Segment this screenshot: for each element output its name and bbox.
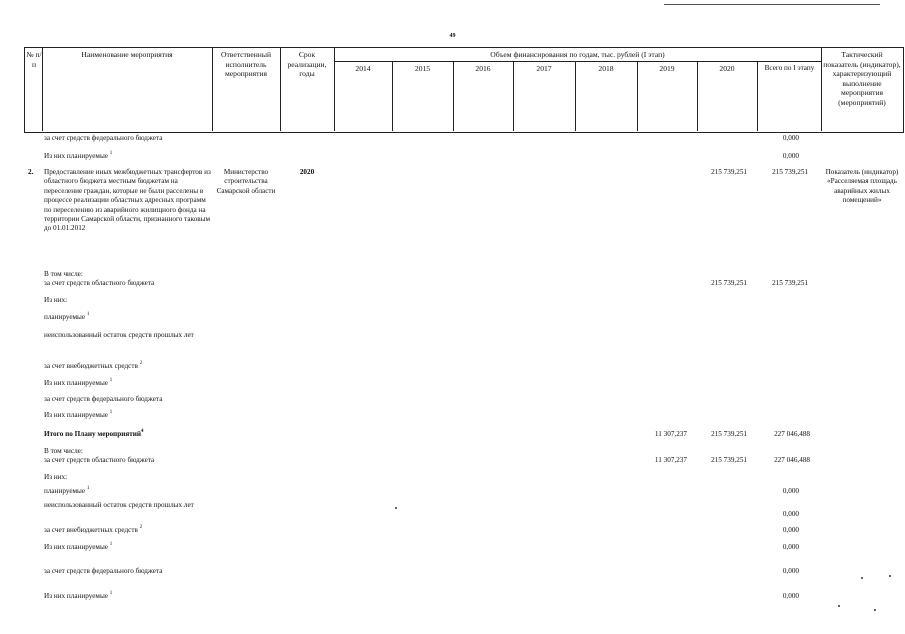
header-term: Срок реализации, годы [287, 50, 327, 79]
top-rule [664, 4, 880, 5]
item-total: 215 739,251 [772, 168, 808, 176]
col-divider [334, 47, 335, 131]
item-name: Предоставление иных межбюджетных трансфертов из областного бюджета местным бюджетам на переселение граждан, которые не были расселены в процессе реализации областных адресных программ по переселению из аварийного жилищного фонда на территории Самарской области, признанного таковым до 01.01.2012 [44, 168, 211, 233]
item-term: 2020 [299, 168, 315, 176]
row-label: за счет средств федерального бюджета [44, 395, 163, 403]
header-year: 2020 [719, 64, 735, 73]
item-indicator: Показатель (индикатор) «Расселяемая площадь аварийных жилых помещений» [825, 168, 899, 205]
row-total: 0,000 [782, 526, 799, 534]
row-total: 0,000 [782, 134, 799, 142]
header-responsible: Ответственный исполнитель мероприятия [220, 50, 272, 79]
scan-speck [889, 575, 891, 577]
header-indicator: Тактический показатель (индикатор), характеризующий выполнение мероприятия (мероприятий) [823, 50, 901, 107]
row-label: Из них планируемые $^1$ [44, 542, 113, 551]
row-2020: 215 739,251 [711, 279, 747, 287]
col-divider [212, 47, 213, 131]
row-label: за счет средств федерального бюджета [44, 567, 163, 575]
header-year: 2019 [659, 64, 675, 73]
row-total: 0,000 [782, 487, 799, 495]
row-total: 215 739,251 [772, 279, 808, 287]
row-total: 0,000 [782, 510, 799, 518]
header-name: Наименование мероприятия [81, 50, 173, 59]
row-label: за счет внебюджетных средств $^2$ [44, 525, 143, 534]
row-label: планируемые $^1$ [44, 486, 90, 495]
row-total: 0,000 [782, 152, 799, 160]
scan-speck [874, 609, 876, 611]
row-total: 0,000 [782, 543, 799, 551]
total-2019: 11 307,237 [654, 430, 687, 438]
header-year: 2014 [355, 64, 371, 73]
row-label: неиспользованный остаток средств прошлых лет [44, 501, 194, 509]
row-total: 0,000 [782, 592, 799, 600]
header-year: 2015 [414, 64, 431, 73]
scan-speck [395, 507, 397, 509]
row-label: Из них: [44, 473, 68, 481]
row-label: за счет средств областного бюджета [44, 456, 155, 464]
row-label: неиспользованный остаток средств прошлых лет [44, 331, 194, 339]
header-num: № п/п [26, 50, 42, 69]
col-divider [42, 47, 43, 131]
scan-speck [838, 605, 840, 607]
funding-divider [334, 61, 821, 62]
row-2019: 11 307,237 [654, 456, 687, 464]
page-number: 49 [449, 33, 456, 39]
row-label: Из них планируемые $^1$ [44, 410, 113, 419]
total-2020: 215 739,251 [711, 430, 747, 438]
row-label: Из них планируемые $^1$ [44, 591, 113, 600]
row-2020: 215 739,251 [711, 456, 747, 464]
item-number: 2. [28, 168, 34, 176]
scan-speck [861, 577, 863, 579]
header-year: 2017 [536, 64, 552, 73]
row-label: Из них планируемые $^1$ [44, 378, 113, 387]
row-label: Из них: [44, 296, 68, 304]
header-total: Всего по I этапу [764, 64, 815, 72]
row-label: Из них планируемые $^1$ [44, 151, 113, 160]
item-responsible: Министерство строительства Самарской области [216, 168, 276, 195]
row-label: планируемые $^1$ [44, 312, 90, 321]
row-label: В том числе: [44, 270, 83, 278]
row-total: 227 046,488 [774, 456, 810, 464]
row-label: за счет средств федерального бюджета [44, 134, 163, 142]
row-label: за счет внебюджетных средств $^2$ [44, 361, 143, 370]
row-label: В том числе: [44, 447, 83, 455]
header-year: 2016 [475, 64, 491, 73]
header-funding: Объем финансирования по годам, тыс. рублей (I этап) [490, 50, 665, 59]
header-year: 2018 [598, 64, 614, 73]
col-divider [280, 47, 281, 131]
total-label: Итого по Плану мероприятий$^4$ [44, 429, 144, 438]
item-2020: 215 739,251 [711, 168, 747, 176]
total-total: 227 046,488 [774, 430, 810, 438]
col-divider [821, 47, 822, 131]
table-header-frame [24, 47, 904, 133]
row-total: 0,000 [782, 567, 799, 575]
row-label: за счет средств областного бюджета [44, 279, 155, 287]
